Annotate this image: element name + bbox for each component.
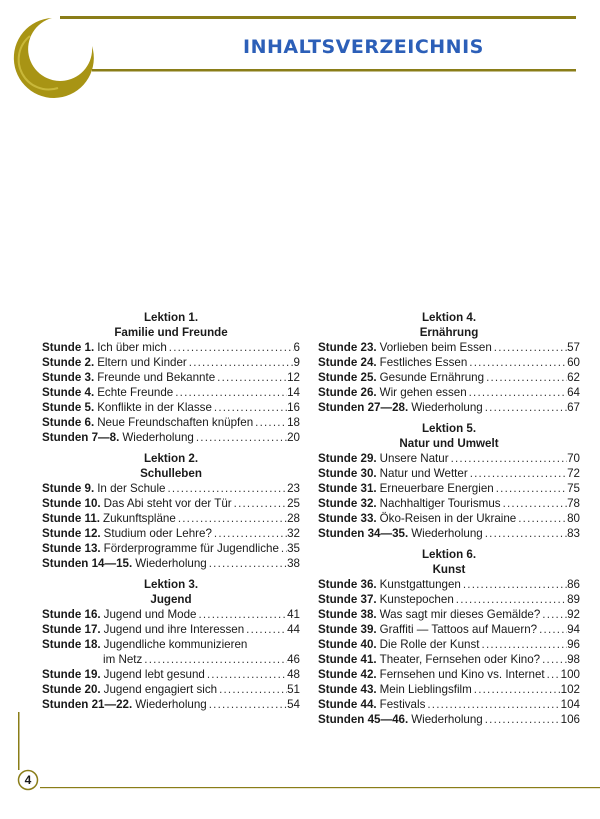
entry-title: Jugendliche kommunizieren [103, 638, 248, 651]
lektion-heading: Lektion 6. [421, 548, 477, 561]
entry-title: Wir gehen essen [379, 386, 467, 399]
entry-page: 104 [560, 698, 580, 711]
leader-dots [205, 667, 287, 682]
leader-dots [483, 712, 561, 727]
entry-label: Stunde 33. [318, 512, 377, 525]
entry-title: Förderprogramme für Jugendliche [103, 542, 279, 555]
toc-entry [318, 667, 580, 682]
toc-entry [318, 385, 580, 400]
entry-title: Kunstepochen [379, 593, 454, 606]
entry-page: 9 [293, 356, 300, 369]
entry-label: Stunde 29. [318, 452, 377, 465]
toc-section [42, 310, 300, 445]
entry-title: Studium oder Lehre? [103, 527, 212, 540]
entry-page: 80 [567, 512, 580, 525]
entry-title: Zukunftspläne [103, 512, 176, 525]
toc-section [42, 577, 300, 712]
entry-title: Kunstgattungen [379, 578, 461, 591]
side-rule [18, 712, 20, 770]
entry-title: Gesunde Ernährung [379, 371, 485, 384]
leader-dots [176, 511, 287, 526]
entry-title: Eltern und Kinder [97, 356, 187, 369]
lektion-topic: Jugend [150, 593, 192, 606]
toc-entry [42, 682, 300, 697]
entry-title: In der Schule [97, 482, 166, 495]
toc-entry [318, 607, 580, 622]
leader-dots [187, 355, 294, 370]
leader-dots [166, 481, 288, 496]
entry-title: Wiederholung [411, 527, 483, 540]
toc-entry [42, 340, 300, 355]
leader-dots [196, 607, 287, 622]
entry-page: 12 [287, 371, 300, 384]
toc-entry [318, 712, 580, 727]
toc-left-column [42, 310, 300, 718]
entry-title: Echte Freunde [97, 386, 174, 399]
toc-entry [42, 652, 300, 667]
entry-title: Jugend und ihre Interessen [103, 623, 245, 636]
entry-title: Wiederholung [135, 557, 207, 570]
toc-entry [318, 682, 580, 697]
entry-title: Was sagt mir dieses Gemälde? [379, 608, 541, 621]
entry-page: 41 [287, 608, 300, 621]
leader-dots [540, 607, 567, 622]
entry-page: 72 [567, 467, 580, 480]
entry-title: Wiederholung [411, 713, 483, 726]
leader-dots [483, 526, 567, 541]
crescent-ornament [14, 18, 94, 98]
lektion-topic: Kunst [432, 563, 466, 576]
entry-label: Stunde 44. [318, 698, 377, 711]
leader-dots [207, 556, 287, 571]
entry-title: Wiederholung [135, 698, 207, 711]
entry-label: Stunde 38. [318, 608, 377, 621]
toc-entry [318, 652, 580, 667]
entry-page: 96 [567, 638, 580, 651]
entry-title: Unsere Natur [379, 452, 449, 465]
entry-title: Mein Lieblingsfilm [379, 683, 472, 696]
toc-entry [318, 466, 580, 481]
toc-entry [318, 496, 580, 511]
toc-entry [42, 415, 300, 430]
leader-dots [215, 370, 287, 385]
leader-dots [173, 385, 287, 400]
toc-entry [318, 451, 580, 466]
lektion-heading: Lektion 3. [143, 578, 199, 591]
entry-page: 25 [287, 497, 300, 510]
lektion-heading: Lektion 4. [421, 311, 477, 324]
leader-dots [501, 496, 568, 511]
toc-entry [42, 622, 300, 637]
entry-label: Stunde 11. [42, 512, 100, 525]
entry-label: Stunde 18. [42, 638, 101, 651]
leader-dots [516, 511, 567, 526]
toc-entry [42, 541, 300, 556]
entry-page: 102 [560, 683, 580, 696]
toc-section [42, 451, 300, 571]
entry-label: Stunde 24. [318, 356, 377, 369]
leader-dots [212, 400, 287, 415]
leader-dots [167, 340, 294, 355]
toc-entry [42, 481, 300, 496]
entry-page: 38 [287, 557, 300, 570]
entry-page: 51 [287, 683, 300, 696]
entry-page: 57 [567, 341, 580, 354]
entry-page: 83 [567, 527, 580, 540]
toc-entry [42, 370, 300, 385]
entry-page: 106 [560, 713, 580, 726]
entry-title: Ich über mich [97, 341, 167, 354]
bottom-rule [92, 69, 576, 72]
toc-entry [318, 622, 580, 637]
entry-label: Stunden 45—46. [318, 713, 409, 726]
entry-page: 14 [287, 386, 300, 399]
leader-dots [217, 682, 287, 697]
toc-entry [42, 667, 300, 682]
leader-dots [142, 652, 287, 667]
entry-label: Stunde 5. [42, 401, 95, 414]
entry-label: Stunde 36. [318, 578, 377, 591]
entry-title: Festliches Essen [379, 356, 468, 369]
entry-page: 23 [287, 482, 300, 495]
entry-page: 94 [567, 623, 580, 636]
entry-title: Nachhaltiger Tourismus [379, 497, 501, 510]
toc-section [318, 421, 580, 541]
page-title: INHALTSVERZEICHNIS [243, 36, 484, 58]
entry-label: Stunde 39. [318, 623, 377, 636]
toc-entry [42, 355, 300, 370]
entry-title: Freunde und Bekannte [97, 371, 216, 384]
toc-entry [42, 697, 300, 712]
entry-title: Wiederholung [122, 431, 194, 444]
toc-entry [318, 481, 580, 496]
entry-page: 28 [287, 512, 300, 525]
lektion-topic: Ernährung [419, 326, 479, 339]
toc-entry [318, 400, 580, 415]
entry-title: Konflikte in der Klasse [97, 401, 212, 414]
entry-label: Stunde 4. [42, 386, 95, 399]
entry-label: Stunde 19. [42, 668, 101, 681]
leader-dots [454, 592, 567, 607]
lektion-topic: Schulleben [140, 467, 202, 480]
leader-dots [425, 697, 560, 712]
toc-right-column [318, 310, 580, 733]
entry-title: Jugend engagiert sich [103, 683, 218, 696]
entry-page: 70 [567, 452, 580, 465]
entry-page: 100 [560, 668, 580, 681]
leader-dots [467, 385, 567, 400]
leader-dots [461, 577, 567, 592]
toc-entry [318, 637, 580, 652]
toc-entry [42, 526, 300, 541]
leader-dots [483, 400, 567, 415]
lektion-topic: Natur und Umwelt [399, 437, 499, 450]
leader-dots [449, 451, 568, 466]
entry-page: 98 [567, 653, 580, 666]
entry-page: 35 [287, 542, 300, 555]
leader-dots [545, 667, 561, 682]
entry-page: 89 [567, 593, 580, 606]
entry-label: Stunden 14—15. [42, 557, 133, 570]
entry-label: Stunde 16. [42, 608, 101, 621]
entry-title: Festivals [379, 698, 426, 711]
entry-title: Graffiti — Tattoos auf Mauern? [379, 623, 538, 636]
toc-entry [42, 637, 300, 652]
toc-entry [318, 697, 580, 712]
entry-label: Stunde 37. [318, 593, 377, 606]
lektion-topic: Familie und Freunde [114, 326, 228, 339]
entry-page: 46 [287, 653, 300, 666]
leader-dots [540, 652, 567, 667]
entry-label: Stunde 1. [42, 341, 95, 354]
toc-entry [318, 592, 580, 607]
entry-title: im Netz [103, 653, 143, 666]
lektion-heading: Lektion 2. [143, 452, 199, 465]
entry-page: 20 [287, 431, 300, 444]
entry-label: Stunden 27—28. [318, 401, 409, 414]
entry-page: 62 [567, 371, 580, 384]
leader-dots [194, 430, 287, 445]
entry-title: Vorlieben beim Essen [379, 341, 492, 354]
toc-section [318, 310, 580, 415]
entry-title: Wiederholung [411, 401, 483, 414]
leader-dots [494, 481, 567, 496]
leader-dots [484, 370, 567, 385]
leader-dots [232, 496, 287, 511]
entry-label: Stunden 34—35. [318, 527, 409, 540]
entry-label: Stunde 25. [318, 371, 377, 384]
leader-dots [244, 622, 287, 637]
entry-title: Jugend und Mode [103, 608, 197, 621]
entry-title: Öko-Reisen in der Ukraine [379, 512, 517, 525]
lektion-heading: Lektion 1. [143, 311, 199, 324]
entry-title: Das Abi steht vor der Tür [103, 497, 232, 510]
entry-label: Stunde 9. [42, 482, 95, 495]
leader-dots [472, 682, 561, 697]
leader-dots [253, 415, 287, 430]
entry-label: Stunde 10. [42, 497, 101, 510]
entry-page: 64 [567, 386, 580, 399]
toc-entry [318, 511, 580, 526]
entry-page: 6 [293, 341, 300, 354]
entry-label: Stunden 7—8. [42, 431, 120, 444]
toc-entry [42, 511, 300, 526]
entry-label: Stunde 20. [42, 683, 101, 696]
leader-dots [468, 466, 567, 481]
page-number: 4 [24, 773, 32, 787]
entry-page: 78 [567, 497, 580, 510]
toc-section [318, 547, 580, 727]
entry-title: Erneuerbare Energien [379, 482, 494, 495]
entry-page: 44 [287, 623, 300, 636]
entry-title: Jugend lebt gesund [103, 668, 205, 681]
entry-page: 75 [567, 482, 580, 495]
leader-dots [480, 637, 568, 652]
lektion-heading: Lektion 5. [421, 422, 477, 435]
toc-entry [318, 370, 580, 385]
entry-label: Stunde 30. [318, 467, 377, 480]
entry-title: Die Rolle der Kunst [379, 638, 480, 651]
top-rule [60, 16, 576, 19]
entry-page: 18 [287, 416, 300, 429]
entry-title: Fernsehen und Kino vs. Internet [379, 668, 545, 681]
toc-entry [42, 385, 300, 400]
leader-dots [207, 697, 287, 712]
leader-dots [537, 622, 567, 637]
leader-dots [212, 526, 287, 541]
toc-entry [42, 430, 300, 445]
entry-label: Stunde 2. [42, 356, 95, 369]
entry-label: Stunde 6. [42, 416, 95, 429]
toc-entry [42, 496, 300, 511]
entry-page: 54 [287, 698, 300, 711]
entry-title: Natur und Wetter [379, 467, 468, 480]
entry-label: Stunde 3. [42, 371, 95, 384]
entry-label: Stunde 32. [318, 497, 377, 510]
entry-label: Stunde 41. [318, 653, 377, 666]
entry-label: Stunde 13. [42, 542, 101, 555]
entry-page: 60 [567, 356, 580, 369]
toc-entry [318, 355, 580, 370]
entry-title: Theater, Fernsehen oder Kino? [379, 653, 541, 666]
toc-entry [42, 556, 300, 571]
toc-entry [318, 577, 580, 592]
entry-label: Stunde 42. [318, 668, 377, 681]
entry-title: Neue Freundschaften knüpfen [97, 416, 254, 429]
entry-page: 32 [287, 527, 300, 540]
toc-entry [318, 340, 580, 355]
entry-page: 92 [567, 608, 580, 621]
entry-label: Stunde 31. [318, 482, 377, 495]
entry-label: Stunde 17. [42, 623, 101, 636]
leader-dots [279, 541, 287, 556]
entry-label: Stunden 21—22. [42, 698, 133, 711]
toc-entry [318, 526, 580, 541]
entry-label: Stunde 40. [318, 638, 377, 651]
footer-rule [40, 787, 600, 788]
leader-dots [492, 340, 567, 355]
entry-label: Stunde 23. [318, 341, 377, 354]
toc-entry [42, 400, 300, 415]
entry-page: 16 [287, 401, 300, 414]
entry-page: 48 [287, 668, 300, 681]
entry-label: Stunde 43. [318, 683, 377, 696]
entry-label: Stunde 12. [42, 527, 101, 540]
entry-page: 67 [567, 401, 580, 414]
leader-dots [467, 355, 567, 370]
entry-label: Stunde 26. [318, 386, 377, 399]
toc-entry [42, 607, 300, 622]
entry-page: 86 [567, 578, 580, 591]
